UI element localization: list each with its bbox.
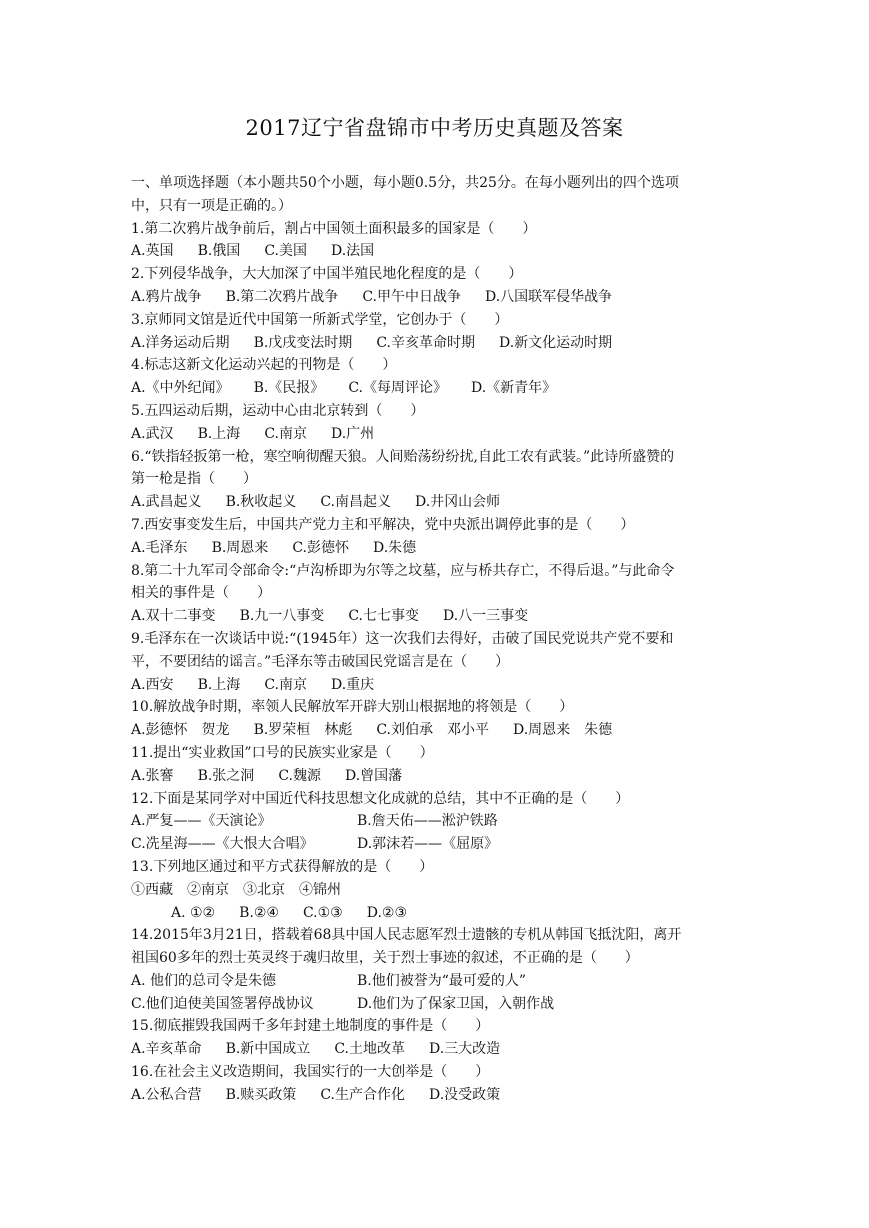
question-stem-line: 16.在社会主义改造期间，我国实行的一大创举是（ ）	[131, 1064, 490, 1081]
question-14	[131, 924, 743, 1015]
question-7	[131, 514, 743, 560]
answer-options	[131, 674, 743, 697]
answer-option: D.《新青年》	[470, 380, 557, 397]
answer-option: D.新文化运动时期	[498, 334, 613, 351]
question-stem-line: 4.标志这新文化运动兴起的刊物是（ ）	[131, 357, 397, 374]
answer-option: D.郭沫若——《屈原》	[357, 836, 499, 853]
answer-option: D.三大改造	[428, 1041, 501, 1058]
answer-option: B.秋收起义	[225, 494, 297, 511]
answer-option: A. ①②	[171, 904, 216, 921]
answer-option: B.赎买政策	[225, 1086, 297, 1103]
answer-options	[131, 491, 743, 514]
answer-options	[131, 423, 743, 446]
answer-option: A. 他们的总司令是朱德	[131, 972, 277, 989]
answer-option: C.《每周评论》	[348, 380, 447, 397]
question-stem-line: 14.2015年3月21日，搭载着68具中国人民志愿军烈士遗骸的专机从韩国飞抵沈阳，离开	[131, 927, 682, 944]
question-stem-line: 祖国60多年的烈士英灵终于魂归故里，关于烈士事迹的叙述，不正确的是（ ）	[131, 950, 639, 967]
question-stem-line: 第一枪是指（ ）	[131, 471, 257, 488]
answer-option: A.双十二事变	[131, 608, 216, 625]
question-stem-line: 相关的事件是（ ）	[131, 585, 271, 602]
question-9	[131, 628, 743, 696]
answer-option: B.新中国成立	[225, 1041, 311, 1058]
answer-option: C.魏源	[278, 767, 321, 784]
question-stem-line: 1.第二次鸦片战争前后，割占中国领土面积最多的国家是（ ）	[131, 220, 537, 237]
question-3	[131, 309, 743, 355]
answer-option: D.周恩来 朱德	[512, 722, 613, 739]
answer-option: A.《中外纪闻》	[131, 380, 230, 397]
question-list	[131, 172, 743, 1107]
question-10	[131, 696, 743, 742]
question-stem-line: 15.彻底摧毁我国两千多年封建土地制度的事件是（ ）	[131, 1018, 490, 1035]
answer-option: A.严复——《天演论》	[131, 813, 272, 830]
answer-option: D.八一三事变	[442, 608, 529, 625]
question-stem-line: 13.下列地区通过和平方式获得解放的是（ ）	[131, 858, 434, 875]
question-stem-line: 6.“铁指轻扳第一枪，寒空响彻醒天狼。人间贻荡纷纷扰,自此工农有武装。”此诗所盛赞的	[131, 448, 675, 465]
question-stem-line: 8.第二十九军司令部命令:“卢沟桥即为尔等之坟墓，应与桥共存亡，不得后退。”与此命令	[131, 562, 675, 579]
question-11	[131, 742, 743, 788]
answer-option: A.彭德怀 贺龙	[131, 722, 230, 739]
answer-option: B.周恩来	[211, 539, 269, 556]
answer-option: C.甲午中日战争	[362, 288, 461, 305]
answer-option: D.没受政策	[428, 1086, 501, 1103]
section-heading-line-1: 一、单项选择题（本小题共50个小题，每小题0.5分，共25分。在每小题列出的四个选项	[131, 175, 679, 191]
answer-options	[131, 1084, 743, 1107]
question-12	[131, 788, 743, 856]
answer-options	[131, 765, 743, 788]
answer-option: A.公私合营	[131, 1086, 202, 1103]
answer-option: A.武汉	[131, 425, 174, 442]
answer-option: C.①③	[302, 904, 343, 921]
answer-option: A.英国	[131, 243, 174, 260]
answer-options	[131, 332, 743, 355]
answer-option: C.生产合作化	[320, 1086, 405, 1103]
question-stem-line: 3.京师同文馆是近代中国第一所新式学堂，它创办于（ ）	[131, 311, 509, 328]
answer-option: A.毛泽东	[131, 539, 188, 556]
answer-option: C.他们迫使美国签署停战协议	[131, 995, 314, 1012]
question-1	[131, 218, 743, 264]
answer-option: B.罗荣桓 林彪	[253, 722, 353, 739]
answer-option: D.井冈山会师	[414, 494, 501, 511]
answer-option: C.土地改革	[334, 1041, 405, 1058]
question-stem-line: 5.五四运动后期，运动中心由北京转到（ ）	[131, 402, 425, 419]
answer-option: C.南京	[264, 676, 307, 693]
answer-option: B.他们被誉为“最可爱的人”	[357, 972, 527, 989]
question-stem-line: 12.下面是某同学对中国近代科技思想文化成就的总结，其中不正确的是（ ）	[131, 790, 630, 807]
question-2	[131, 263, 743, 309]
answer-option: C.彭德怀	[292, 539, 349, 556]
answer-option: B.上海	[197, 676, 241, 693]
answer-option: B.詹天佑——淞沪铁路	[357, 813, 498, 830]
answer-option: A.西安	[131, 676, 174, 693]
answer-options	[131, 902, 743, 925]
answer-option: A.张謇	[131, 767, 174, 784]
answer-options	[131, 377, 743, 400]
answer-option: A.洋务运动后期	[131, 334, 230, 351]
answer-option: B.《民报》	[253, 380, 325, 397]
answer-option: C.美国	[264, 243, 307, 260]
answer-option: D.重庆	[330, 676, 375, 693]
answer-option: D.②③	[366, 904, 408, 921]
answer-option: B.九一八事变	[239, 608, 325, 625]
answer-option: B.戊戌变法时期	[253, 334, 353, 351]
question-stem-line: 7.西安事变发生后，中国共产党力主和平解决，党中央派出调停此事的是（ ）	[131, 516, 635, 533]
answer-options	[131, 1038, 743, 1061]
answer-options	[131, 605, 743, 628]
question-15	[131, 1015, 743, 1061]
answer-option: B.②④	[239, 904, 279, 921]
answer-option: A.辛亥革命	[131, 1041, 202, 1058]
question-stem-line: ①西藏 ②南京 ③北京 ④锦州	[131, 881, 341, 898]
answer-option: C.南昌起义	[320, 494, 391, 511]
question-stem-line: 9.毛泽东在一次谈话中说:“(1945年）这一次我们去得好，击破了国民党说共产党不要和	[131, 630, 674, 647]
answer-option: D.八国联军侵华战争	[484, 288, 613, 305]
question-6	[131, 446, 743, 514]
answer-option: A.鸦片战争	[131, 288, 202, 305]
answer-options	[131, 810, 743, 833]
question-stem-line: 2.下列侵华战争，大大加深了中国半殖民地化程度的是（ ）	[131, 266, 523, 283]
question-4	[131, 354, 743, 400]
question-16	[131, 1061, 743, 1107]
answer-option: C.南京	[264, 425, 307, 442]
question-stem-line: 11.提出“实业救国”口号的民族实业家是（ ）	[131, 744, 434, 761]
answer-option: B.张之洞	[197, 767, 255, 784]
answer-option: B.上海	[197, 425, 241, 442]
section-heading-line-2: 中，只有一项是正确的。）	[131, 197, 292, 214]
question-stem-line: 10.解放战争时期，率领人民解放军开辟大别山根据地的将领是（ ）	[131, 699, 574, 716]
question-5	[131, 400, 743, 446]
answer-options	[131, 970, 743, 993]
answer-option: D.曾国藩	[344, 767, 403, 784]
answer-option: B.俄国	[197, 243, 241, 260]
answer-options	[131, 833, 743, 856]
page-title: 2017辽宁省盘锦市中考历史真题及答案	[245, 116, 624, 140]
answer-options	[131, 240, 743, 263]
question-8	[131, 560, 743, 628]
question-13	[131, 856, 743, 924]
answer-option: C.冼星海——《大恨大合唱》	[131, 836, 314, 853]
answer-option: C.刘伯承 邓小平	[376, 722, 489, 739]
questions-container	[131, 218, 743, 1107]
answer-option: D.朱德	[372, 539, 417, 556]
answer-option: D.广州	[330, 425, 375, 442]
answer-option: C.辛亥革命时期	[376, 334, 475, 351]
answer-option: A.武昌起义	[131, 494, 202, 511]
answer-options	[131, 719, 743, 742]
answer-options	[131, 537, 743, 560]
answer-option: D.他们为了保家卫国，入朝作战	[357, 995, 555, 1012]
answer-options	[131, 993, 743, 1016]
answer-options	[131, 286, 743, 309]
question-stem-line: 平，不要团结的谣言。”毛泽东等击破国民党谣言是在（ ）	[131, 653, 510, 670]
answer-option: B.第二次鸦片战争	[225, 288, 339, 305]
answer-option: D.法国	[330, 243, 375, 260]
answer-option: C.七七事变	[348, 608, 419, 625]
